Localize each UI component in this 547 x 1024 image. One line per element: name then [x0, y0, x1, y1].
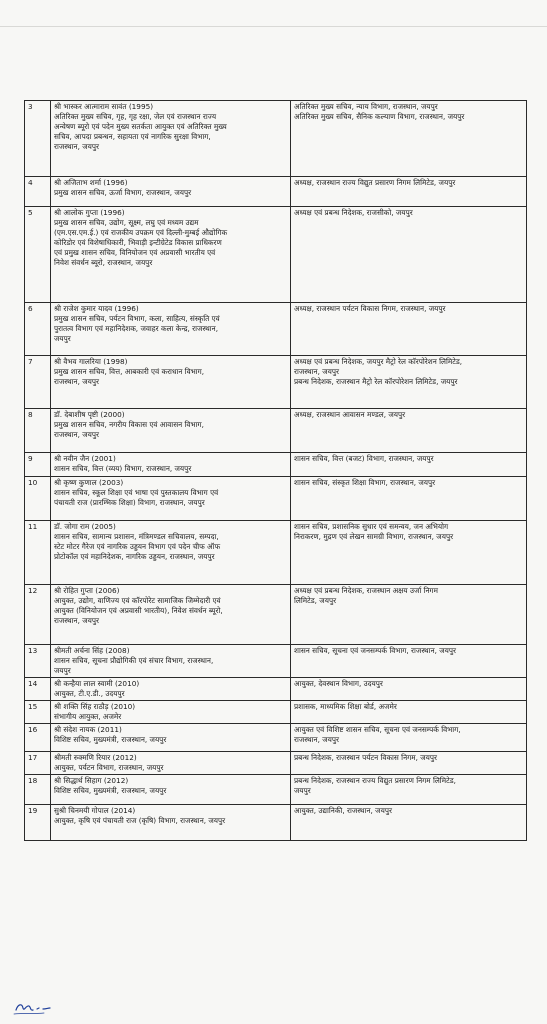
officer-name-cell — [51, 477, 291, 521]
serial-number-cell: 5 — [25, 207, 51, 303]
current-post-line: एवं प्रमुख शासन सचिव, विनियोजन एवं अप्रवासी भारतीय एवं — [54, 248, 216, 257]
current-post-line: अतिरिक्त मुख्य सचिव, गृह, गृह रक्षा, जेल एवं राजस्थान राज्य — [54, 112, 217, 121]
current-post-line: सचिव, आपदा प्रबन्धन, सहायता एवं नागरिक सुरक्षा विभाग, — [54, 132, 211, 141]
officer-name-cell — [51, 303, 291, 356]
current-post-line: निवेश संवर्धन ब्यूरो, राजस्थान, जयपुर — [54, 258, 153, 267]
officer-name-cell — [51, 453, 291, 477]
additional-charge-cell — [291, 409, 527, 453]
officer-name-cell — [51, 207, 291, 303]
additional-charge-line: अतिरिक्त मुख्य सचिव, सैनिक कल्याण विभाग, राजस्थान, जयपुर — [294, 112, 465, 121]
table-row — [25, 409, 527, 453]
additional-charge-line: अतिरिक्त मुख्य सचिव, न्याय विभाग, राजस्थान, जयपुर — [294, 102, 438, 111]
additional-charge-line: आयुक्त, देवस्थान विभाग, उदयपुर — [294, 679, 383, 688]
serial-number-cell: 6 — [25, 303, 51, 356]
table-row — [25, 101, 527, 177]
current-post-line: शासन सचिव, स्कूल शिक्षा एवं भाषा एवं पुस्तकालय विभाग एवं — [54, 488, 219, 497]
current-post-line: प्रोटोकॉल एवं महानिदेशक, नागरिक उड्डयन, राजस्थान, जयपुर — [54, 552, 215, 561]
table-row — [25, 177, 527, 207]
current-post-line: प्रमुख शासन सचिव, ऊर्जा विभाग, राजस्थान, जयपुर — [54, 188, 192, 197]
current-post-line: स्टेट मोटर गैरेज एवं नागरिक उड्डयन विभाग एवं पदेन चीफ ऑफ — [54, 542, 221, 551]
officer-name: श्री संदेश नायक (2011) — [54, 725, 122, 734]
additional-charge-line: प्रबन्ध निदेशक, राजस्थान मैट्रो रेल कॉरपोरेशन लिमिटेड, जयपुर — [294, 377, 458, 386]
serial-number-cell: 10 — [25, 477, 51, 521]
officer-name: डॉ. देबाशीष पृष्टी (2000) — [54, 410, 125, 419]
table-row — [25, 356, 527, 409]
additional-charge-line: अध्यक्ष एवं प्रबन्ध निदेशक, राजसीको, जयपुर — [294, 208, 413, 217]
additional-charge-cell — [291, 356, 527, 409]
table-row — [25, 724, 527, 752]
additional-charge-line: राजस्थान, जयपुर — [294, 735, 339, 744]
serial-number-cell: 9 — [25, 453, 51, 477]
additional-charge-cell — [291, 453, 527, 477]
current-post-line: शासन सचिव, सूचना प्रौद्योगिकी एवं संचार विभाग, राजस्थान, — [54, 656, 214, 665]
current-post-line: प्रमुख शासन सचिव, नगरीय विकास एवं आवासन विभाग, — [54, 420, 204, 429]
additional-charge-cell — [291, 752, 527, 775]
table-row — [25, 585, 527, 645]
additional-charge-line: अध्यक्ष, राजस्थान राज्य विद्युत प्रसारण निगम लिमिटेड, जयपुर — [294, 178, 456, 187]
signature-scribble — [10, 996, 70, 1018]
officer-name-cell — [51, 177, 291, 207]
additional-charge-line: आयुक्त, उद्यानिकी, राजस्थान, जयपुर — [294, 806, 392, 815]
current-post-line: आयुक्त, उद्योग, वाणिज्य एवं कॉरपोरेट सामाजिक जिम्मेदारी एवं — [54, 596, 221, 605]
officer-name: श्री सिद्धार्थ सिहाग (2012) — [54, 776, 129, 785]
serial-number-cell: 13 — [25, 645, 51, 678]
officer-name: श्री कन्हैया लाल स्वामी (2010) — [54, 679, 140, 688]
table-body — [25, 101, 527, 841]
officer-transfer-table — [24, 100, 527, 841]
table-row — [25, 477, 527, 521]
table-row — [25, 303, 527, 356]
officer-name: श्री वैभव गालरिया (1998) — [54, 357, 128, 366]
page-top-rule — [0, 26, 547, 27]
additional-charge-cell — [291, 645, 527, 678]
serial-number-cell: 12 — [25, 585, 51, 645]
additional-charge-cell — [291, 724, 527, 752]
current-post-line: प्रमुख शासन सचिव, उद्योग, सूक्ष्म, लघु एवं मध्यम उद्यम — [54, 218, 199, 227]
current-post-line: जयपुर — [54, 666, 71, 675]
serial-number-cell: 3 — [25, 101, 51, 177]
current-post-line: प्रमुख शासन सचिव, वित्त, आबकारी एवं कराधान विभाग, — [54, 367, 205, 376]
officer-name: श्री अजिताभ शर्मा (1996) — [54, 178, 128, 187]
serial-number-cell: 16 — [25, 724, 51, 752]
additional-charge-line: अध्यक्ष, राजस्थान पर्यटन विकास निगम, राजस्थान, जयपुर — [294, 304, 446, 313]
additional-charge-cell — [291, 177, 527, 207]
current-post-line: आयुक्त, टी.ए.डी., उदयपुर — [54, 689, 125, 698]
officer-name-cell — [51, 409, 291, 453]
additional-charge-cell — [291, 678, 527, 701]
officer-name-cell — [51, 805, 291, 841]
current-post-line: राजस्थान, जयपुर — [54, 430, 99, 439]
additional-charge-line: निराकरण, मुद्रण एवं लेखन सामग्री विभाग, राजस्थान, जयपुर — [294, 532, 454, 541]
additional-charge-line: प्रशासक, माध्यमिक शिक्षा बोर्ड, अजमेर — [294, 702, 397, 711]
table-row — [25, 645, 527, 678]
officer-name: श्री राजेश कुमार यादव (1996) — [54, 304, 139, 313]
current-post-line: शासन सचिव, सामान्य प्रशासन, मंत्रिमण्डल सचिवालय, सम्पदा, — [54, 532, 219, 541]
current-post-line: जयपुर — [54, 334, 71, 343]
current-post-line: संभागीय आयुक्त, अजमेर — [54, 712, 122, 721]
table-row — [25, 701, 527, 724]
officer-name: डॉ. जोगा राम (2005) — [54, 522, 116, 531]
additional-charge-line: शासन सचिव, सूचना एवं जनसम्पर्क विभाग, राजस्थान, जयपुर — [294, 646, 457, 655]
serial-number-cell: 18 — [25, 775, 51, 805]
additional-charge-line: शासन सचिव, वित्त (बजट) विभाग, राजस्थान, जयपुर — [294, 454, 434, 463]
current-post-line: पुरातत्व विभाग एवं महानिदेशक, जवाहर कला केन्द्र, राजस्थान, — [54, 324, 219, 333]
current-post-line: विशिष्ट सचिव, मुख्यमंत्री, राजस्थान, जयपुर — [54, 786, 167, 795]
current-post-line: कोरिडोर एवं विशेषाधिकारी, भिवाड़ी इन्टीग्रेटेड विकास प्राधिकरण — [54, 238, 222, 247]
additional-charge-line: प्रबन्ध निदेशक, राजस्थान राज्य विद्युत प्रसारण निगम लिमिटेड, — [294, 776, 456, 785]
serial-number-cell: 4 — [25, 177, 51, 207]
officer-name-cell — [51, 521, 291, 585]
additional-charge-line: जयपुर — [294, 786, 311, 795]
current-post-line: आयुक्त, पर्यटन विभाग, राजस्थान, जयपुर — [54, 763, 164, 772]
serial-number-cell: 17 — [25, 752, 51, 775]
additional-charge-line: अध्यक्ष एवं प्रबन्ध निदेशक, राजस्थान अक्षय उर्जा निगम — [294, 586, 438, 595]
current-post-line: अन्वेषण ब्यूरो एवं पदेन मुख्य सतर्कता आयुक्त एवं अतिरिक्त मुख्य — [54, 122, 227, 131]
current-post-line: आयुक्त (विनियोजन एवं अप्रवासी भारतीय), निवेश संवर्धन ब्यूरो, — [54, 606, 223, 615]
serial-number-cell: 8 — [25, 409, 51, 453]
officer-name-cell — [51, 678, 291, 701]
officer-name: श्रीमती रुक्मणि रियार (2012) — [54, 753, 137, 762]
table-row — [25, 752, 527, 775]
table-row — [25, 453, 527, 477]
officer-name-cell — [51, 752, 291, 775]
officer-name: श्री रोहित गुप्ता (2006) — [54, 586, 120, 595]
additional-charge-line: लिमिटेड, जयपुर — [294, 596, 337, 605]
serial-number-cell: 15 — [25, 701, 51, 724]
current-post-line: विशिष्ट सचिव, मुख्यमंत्री, राजस्थान, जयपुर — [54, 735, 167, 744]
officer-name-cell — [51, 585, 291, 645]
additional-charge-line: अध्यक्ष एवं प्रबन्ध निदेशक, जयपुर मैट्रो रेल कॉरपोरेशन लिमिटेड, — [294, 357, 463, 366]
officer-name-cell — [51, 775, 291, 805]
current-post-line: राजस्थान, जयपुर — [54, 377, 99, 386]
table-row — [25, 805, 527, 841]
officer-name-cell — [51, 356, 291, 409]
additional-charge-cell — [291, 775, 527, 805]
additional-charge-line: शासन सचिव, संस्कृत शिक्षा विभाग, राजस्थान, जयपुर — [294, 478, 436, 487]
additional-charge-cell — [291, 101, 527, 177]
additional-charge-cell — [291, 477, 527, 521]
current-post-line: आयुक्त, कृषि एवं पंचायती राज (कृषि) विभाग, राजस्थान, जयपुर — [54, 816, 226, 825]
additional-charge-cell — [291, 303, 527, 356]
serial-number-cell: 11 — [25, 521, 51, 585]
additional-charge-cell — [291, 805, 527, 841]
officer-name: श्री कृष्ण कुणाल (2003) — [54, 478, 124, 487]
table-row — [25, 678, 527, 701]
additional-charge-cell — [291, 521, 527, 585]
officer-name-cell — [51, 701, 291, 724]
serial-number-cell: 7 — [25, 356, 51, 409]
table-row — [25, 775, 527, 805]
additional-charge-line: प्रबन्ध निदेशक, राजस्थान पर्यटन विकास निगम, जयपुर — [294, 753, 438, 762]
additional-charge-line: राजस्थान, जयपुर — [294, 367, 339, 376]
current-post-line: प्रमुख शासन सचिव, पर्यटन विभाग, कला, साहित्य, संस्कृति एवं — [54, 314, 220, 323]
table-row — [25, 207, 527, 303]
officer-name: श्री आलोक गुप्ता (1996) — [54, 208, 125, 217]
additional-charge-line: शासन सचिव, प्रशासनिक सुधार एवं समन्वय, जन अभियोग — [294, 522, 449, 531]
officer-name-cell — [51, 101, 291, 177]
additional-charge-cell — [291, 701, 527, 724]
current-post-line: (एम.एस.एम.ई.) एवं राजकीय उपक्रम एवं दिल्ली-मुम्बई औद्योगिक — [54, 228, 228, 237]
officer-name-cell — [51, 724, 291, 752]
serial-number-cell: 14 — [25, 678, 51, 701]
current-post-line: राजस्थान, जयपुर — [54, 616, 99, 625]
officer-name: सुश्री चिनमयी गोपाल (2014) — [54, 806, 136, 815]
current-post-line: राजस्थान, जयपुर — [54, 142, 99, 151]
table-row — [25, 521, 527, 585]
current-post-line: शासन सचिव, वित्त (व्यय) विभाग, राजस्थान, जयपुर — [54, 464, 192, 473]
officer-name: श्री शक्ति सिंह राठौड़ (2010) — [54, 702, 136, 711]
current-post-line: पंचायती राज (प्रारम्भिक शिक्षा) विभाग, राजस्थान, जयपुर — [54, 498, 205, 507]
officer-name: श्रीमती अर्चना सिंह (2008) — [54, 646, 130, 655]
additional-charge-cell — [291, 585, 527, 645]
additional-charge-cell — [291, 207, 527, 303]
serial-number-cell: 19 — [25, 805, 51, 841]
additional-charge-line: आयुक्त एवं विशिष्ट शासन सचिव, सूचना एवं जनसम्पर्क विभाग, — [294, 725, 461, 734]
officer-name: श्री भास्कर आत्माराम सावंत (1995) — [54, 102, 154, 111]
officer-name: श्री नवीन जैन (2001) — [54, 454, 116, 463]
additional-charge-line: अध्यक्ष, राजस्थान आवासन मण्डल, जयपुर — [294, 410, 406, 419]
officer-name-cell — [51, 645, 291, 678]
